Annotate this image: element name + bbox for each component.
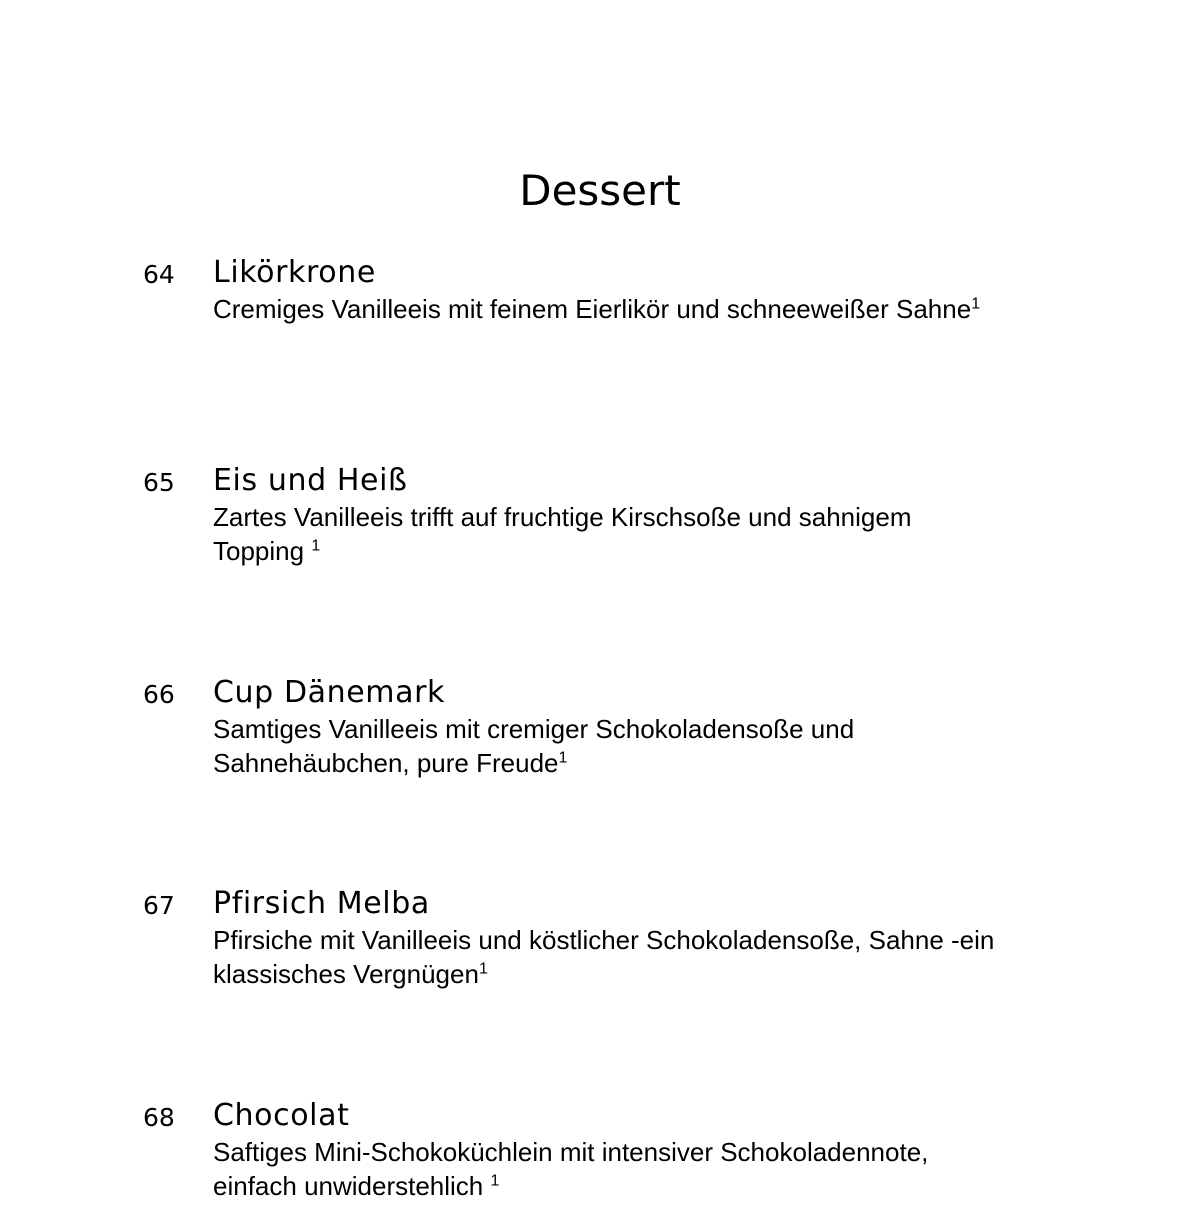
item-description-text: Zartes Vanilleeis trifft auf fruchtige Kirschsoße und sahnigem Topping — [213, 502, 912, 566]
footnote-marker: 1 — [478, 960, 488, 978]
footnote-marker: 1 — [558, 749, 568, 767]
menu-item-64 — [0, 255, 1200, 378]
footnote-marker: 1 — [311, 537, 321, 555]
menu-item-67 — [0, 886, 1200, 1009]
item-description-text: Cremiges Vanilleeis mit feinem Eierlikör und schneeweißer Sahne — [213, 294, 972, 324]
item-number: 66 — [143, 680, 175, 709]
item-number: 64 — [143, 260, 175, 289]
menu-item-68 — [0, 1098, 1200, 1221]
item-description-text: Samtiges Vanilleeis mit cremiger Schokoladensoße und Sahnehäubchen, pure Freude — [213, 714, 855, 778]
menu-item-66 — [0, 675, 1200, 798]
item-description — [213, 500, 983, 568]
item-name: Cup Dänemark — [213, 675, 446, 710]
item-description — [213, 292, 1113, 326]
item-name: Chocolat — [213, 1098, 350, 1133]
menu-item-65 — [0, 463, 1200, 586]
item-description-text: Pfirsiche mit Vanilleeis und köstlicher Schokoladensoße, Sahne -ein klassisches Vergnügen — [213, 925, 995, 989]
item-description — [213, 923, 1023, 991]
item-number: 68 — [143, 1103, 175, 1132]
item-description-text: Saftiges Mini-Schokoküchlein mit intensiver Schokoladennote, einfach unwiderstehlich — [213, 1137, 929, 1201]
page-title: Dessert — [519, 166, 681, 216]
item-name: Pfirsich Melba — [213, 886, 430, 921]
item-number: 67 — [143, 891, 175, 920]
item-name: Eis und Heiß — [213, 463, 408, 498]
item-name: Likörkrone — [213, 255, 376, 290]
footnote-marker: 1 — [971, 295, 981, 313]
item-number: 65 — [143, 468, 175, 497]
item-description — [213, 712, 933, 780]
footnote-marker: 1 — [490, 1172, 500, 1190]
item-description — [213, 1135, 1003, 1203]
